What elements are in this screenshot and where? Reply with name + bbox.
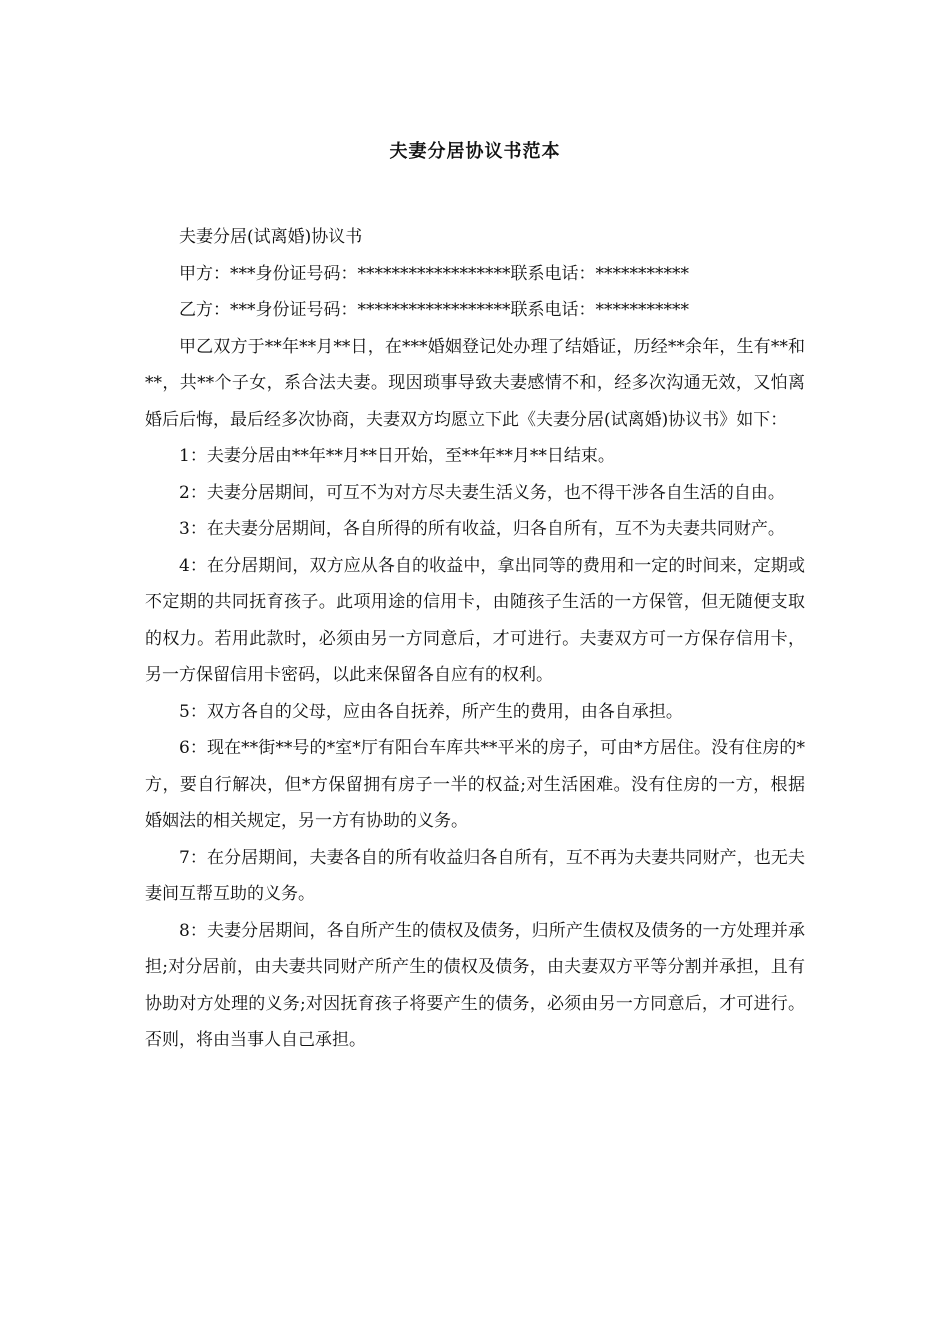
party-b-line: 乙方：***身份证号码：******************联系电话：*********** (179, 300, 689, 320)
clause-1: 1：夫妻分居由**年**月**日开始，至**年**月**日结束。 (179, 446, 615, 466)
clause-6: 6：现在**街**号的*室*厅有阳台车库共**平米的房子，可由*方居住。没有住房的*方，要自行解决，但*方保留拥有房子一半的权益;对生活困难。没有住房的一方，根据婚姻法的相关规定，另一方有协助的义务。 (145, 738, 805, 831)
agreement-heading: 夫妻分居(试离婚)协议书 (179, 227, 363, 247)
clause-5: 5：双方各自的父母，应由各自抚养，所产生的费用，由各自承担。 (179, 701, 683, 722)
clause-7: 7：在分居期间，夫妻各自的所有收益归各自所有，互不再为夫妻共同财产，也无夫妻间互帮互助的义务。 (145, 847, 805, 904)
clause-4: 4：在分居期间，双方应从各自的收益中，拿出同等的费用和一定的时间来，定期或不定期的共同抚育孩子。此项用途的信用卡，由随孩子生活的一方保管，但无随便支取的权力。若用此款时，必须由另一方同意后，才可进行。夫妻双方可一方保存信用卡，另一方保留信用卡密码，以此来保留各自应有的权利。 (145, 555, 805, 685)
clause-8: 8：夫妻分居期间，各自所产生的债权及债务，归所产生债权及债务的一方处理并承担;对分居前，由夫妻共同财产所产生的债权及债务，由夫妻双方平等分割并承担，且有协助对方处理的义务;对因抚育孩子将要产生的债务，必须由另一方同意后，才可进行。否则，将由当事人自己承担。 (145, 920, 805, 1050)
clause-3: 3：在夫妻分居期间，各自所得的所有收益，归各自所有，互不为夫妻共同财产。 (179, 519, 785, 539)
party-a-line: 甲方：***身份证号码：******************联系电话：*********** (179, 263, 689, 284)
clause-2: 2：夫妻分居期间，可互不为对方尽夫妻生活义务，也不得干涉各自生活的自由。 (179, 482, 785, 503)
preamble-paragraph: 甲乙双方于**年**月**日，在***婚姻登记处办理了结婚证，历经**余年，生有**和**，共**个子女，系合法夫妻。现因琐事导致夫妻感情不和，经多次沟通无效，又怕离婚后后悔，最后经多次协商，夫妻双方均愿立下此《夫妻分居(试离婚)协议书》如下： (145, 336, 805, 430)
document-body (145, 219, 805, 1059)
document-title: 夫妻分居协议书范本 (389, 141, 561, 162)
